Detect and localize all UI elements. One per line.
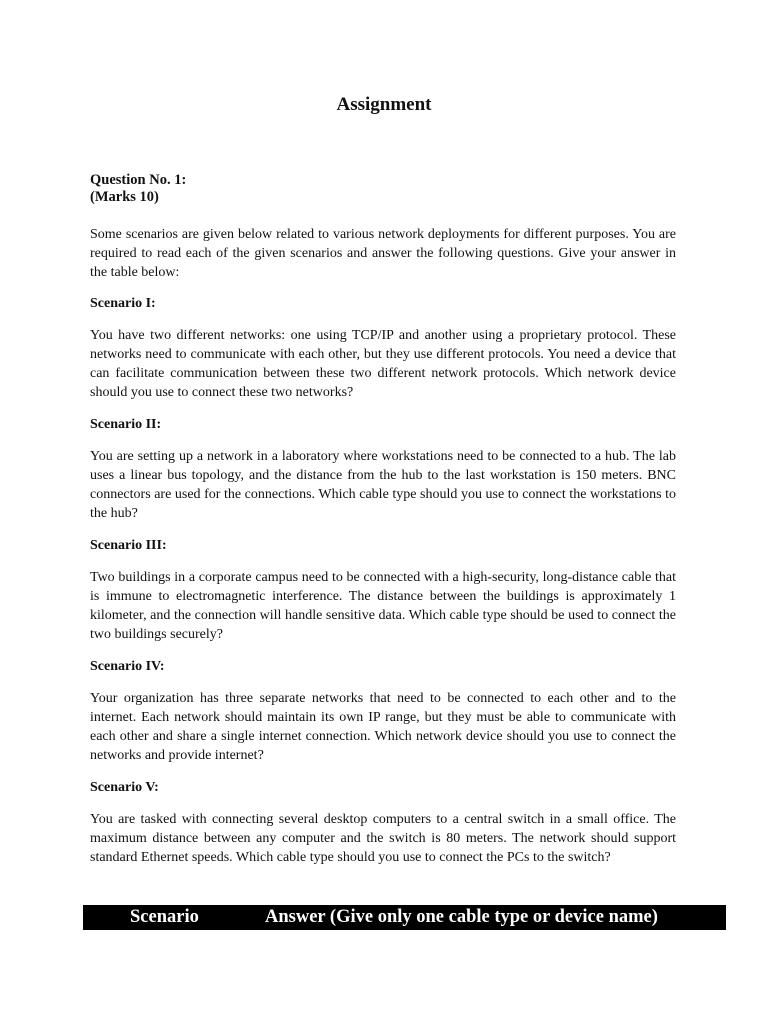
scenario-5-text: You are tasked with connecting several desktop computers to a central switch in a small office. The maximum distance between any computer and the switch is 80 meters. The network should support standard Ethernet speeds. Which cable type should you use to connect the PCs to the switch? <box>90 812 676 865</box>
page-title: Assignment <box>336 94 432 115</box>
scenario-2-text: You are setting up a network in a laboratory where workstations need to be connected to a hub. The lab uses a linear bus topology, and the distance from the hub to the last workstation is 150 meters. BNC connectors are used for the connections. Which cable type should you use to connect the workstations to the hub? <box>90 449 676 521</box>
scenario-1-heading: Scenario I: <box>90 296 156 311</box>
document-body <box>90 172 676 867</box>
scenario-3-heading: Scenario III: <box>90 538 167 553</box>
question-number: Question No. 1: <box>90 172 187 188</box>
scenario-4-heading: Scenario IV: <box>90 659 165 674</box>
scenario-4-text: Your organization has three separate networks that need to be connected to each other and to the internet. Each network should maintain its own IP range, but they must be able to communicate with each other and share a single internet connection. Which network device should you use to connect the networks and provide internet? <box>90 691 676 763</box>
scenario-3-text: Two buildings in a corporate campus need to be connected with a high-security, long-distance cable that is immune to electromagnetic interference. The distance between the buildings is approximately 1 kilometer, and the connection will handle sensitive data. Which cable type should be used to connect the two buildings securely? <box>90 570 676 642</box>
question-intro: Some scenarios are given below related to various network deployments for different purposes. You are required to read each of the given scenarios and answer the following questions. Give your answer in the table below: <box>90 227 676 280</box>
table-header-answer: Answer (Give only one cable type or device name) <box>265 907 658 927</box>
scenario-2-heading: Scenario II: <box>90 417 162 432</box>
scenario-1-text: You have two different networks: one using TCP/IP and another using a proprietary protocol. These networks need to communicate with each other, but they use different protocols. You need a device that can facilitate communication between these two different network protocols. Which network device should you use to connect these two networks? <box>90 328 676 400</box>
question-marks: (Marks 10) <box>90 189 159 205</box>
answer-table-header <box>83 905 726 930</box>
scenario-5-heading: Scenario V: <box>90 780 159 795</box>
table-header-scenario: Scenario <box>130 907 199 927</box>
